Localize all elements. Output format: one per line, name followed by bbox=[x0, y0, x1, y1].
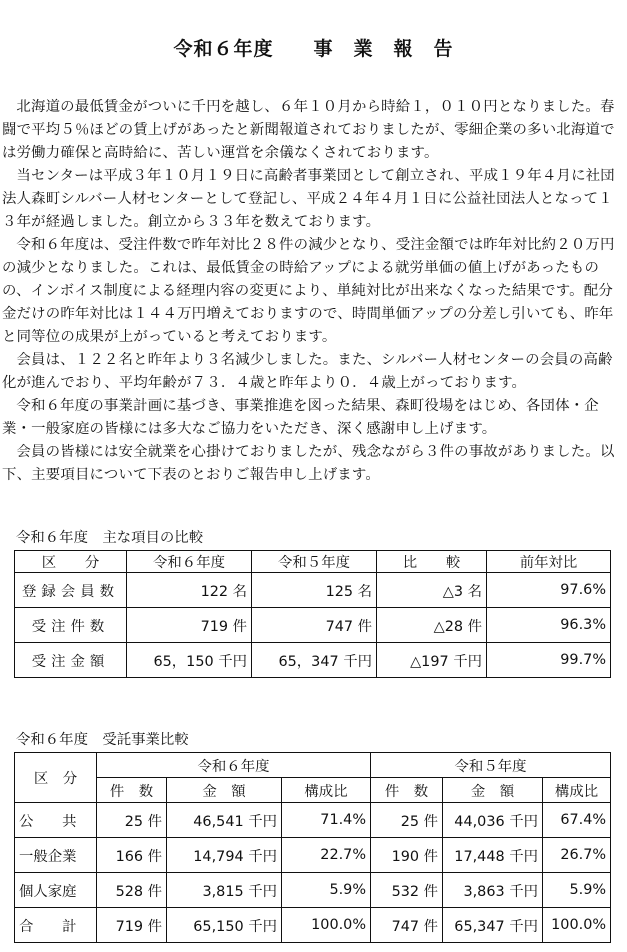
cell-value: 747 件 bbox=[252, 608, 377, 643]
table-header-row bbox=[15, 551, 611, 573]
cell-value: 5.9% bbox=[282, 873, 371, 908]
cell-value: 26.7% bbox=[543, 838, 611, 873]
row-label: 合 計 bbox=[15, 908, 97, 943]
contract-business-comparison-table bbox=[14, 752, 611, 943]
row-label: 受注件数 bbox=[15, 608, 127, 643]
cell-value: 99.7% bbox=[487, 643, 611, 678]
table-row bbox=[15, 873, 611, 908]
report-title: 令和６年度 事 業 報 告 bbox=[173, 38, 454, 60]
table-row bbox=[15, 803, 611, 838]
cell-value: 65，150 千円 bbox=[127, 643, 252, 678]
cell-value: 5.9% bbox=[543, 873, 611, 908]
paragraph: 令和６年度は、受注件数で昨年対比２８件の減少となり、受注金額では昨年対比約２０万円の減少となりました。これは、最低賃金の時給アップによる就労単価の値上げがあったものの、インボイス制度による経理内容の変更により、単純対比が出来なくなった結果です。配分金だけの昨年対比は１４４万円増えておりますので、時間単価アップの分差し引いても、昨年と同等位の成果が上がっていると考えております。 bbox=[2, 237, 615, 345]
paragraph: 北海道の最低賃金がついに千円を越し、６年１０月から時給１，０１０円となりました。春闘で平均５％ほどの賃上げがあったと新聞報道されておりましたが、零細企業の多い北海道では労働力確保と高時給に、苦しい運営を余儀なくされております。 bbox=[2, 99, 615, 161]
table-row bbox=[15, 908, 611, 943]
cell-value: 528 件 bbox=[97, 873, 167, 908]
table-group-header-row bbox=[15, 753, 611, 778]
report-body bbox=[2, 96, 624, 487]
cell-value: 44,036 千円 bbox=[443, 803, 543, 838]
subheader-cell: 金 額 bbox=[167, 778, 282, 803]
header-cell: 比 較 bbox=[377, 551, 487, 573]
cell-value: 22.7% bbox=[282, 838, 371, 873]
subheader-cell: 件 数 bbox=[371, 778, 443, 803]
table2-caption: 令和６年度 受託事業比較 bbox=[16, 732, 189, 748]
cell-value: 719 件 bbox=[97, 908, 167, 943]
cell-value: 67.4% bbox=[543, 803, 611, 838]
subheader-cell: 金 額 bbox=[443, 778, 543, 803]
cell-value: 3,815 千円 bbox=[167, 873, 282, 908]
cell-value: 122 名 bbox=[127, 573, 252, 608]
cell-value: 190 件 bbox=[371, 838, 443, 873]
header-cell: 区 分 bbox=[15, 551, 127, 573]
table-row bbox=[15, 573, 611, 608]
cell-value: 96.3% bbox=[487, 608, 611, 643]
main-items-comparison-table bbox=[14, 550, 611, 678]
cell-value: △3 名 bbox=[377, 573, 487, 608]
table-row bbox=[15, 608, 611, 643]
table-subheader-row bbox=[15, 778, 611, 803]
cell-value: 17,448 千円 bbox=[443, 838, 543, 873]
row-label: 受注金額 bbox=[15, 643, 127, 678]
cell-value: △197 千円 bbox=[377, 643, 487, 678]
cell-value: 166 件 bbox=[97, 838, 167, 873]
header-cell: 令和６年度 bbox=[127, 551, 252, 573]
cell-value: 125 名 bbox=[252, 573, 377, 608]
cell-value: 25 件 bbox=[371, 803, 443, 838]
cell-value: 25 件 bbox=[97, 803, 167, 838]
header-cell: 令和５年度 bbox=[252, 551, 377, 573]
cell-value: 100.0% bbox=[543, 908, 611, 943]
paragraph: 当センターは平成３年１０月１９日に高齢者事業団として創立され、平成１９年４月に社団法人森町シルバー人材センターとして登記し、平成２４年４月１日に公益社団法人となって１３年が経過しました。創立から３３年を数えております。 bbox=[2, 168, 615, 230]
table-row bbox=[15, 643, 611, 678]
row-label: 登録会員数 bbox=[15, 573, 127, 608]
cell-value: 532 件 bbox=[371, 873, 443, 908]
row-label: 公 共 bbox=[15, 803, 97, 838]
header-cell: 前年対比 bbox=[487, 551, 611, 573]
cell-value: 747 件 bbox=[371, 908, 443, 943]
row-label: 一般企業 bbox=[15, 838, 97, 873]
paragraph: 令和６年度の事業計画に基づき、事業推進を図った結果、森町役場をはじめ、各団体・企業・一般家庭の皆様には多大なご協力をいただき、深く感謝申し上げます。 bbox=[2, 398, 599, 437]
cell-value: △28 件 bbox=[377, 608, 487, 643]
subheader-cell: 構成比 bbox=[543, 778, 611, 803]
cell-value: 100.0% bbox=[282, 908, 371, 943]
paragraph: 会員の皆様には安全就業を心掛けておりましたが、残念ながら３件の事故がありました。以下、主要項目について下表のとおりご報告申し上げます。 bbox=[2, 444, 615, 483]
cell-value: 71.4% bbox=[282, 803, 371, 838]
table1-caption: 令和６年度 主な項目の比較 bbox=[16, 530, 204, 546]
cell-value: 46,541 千円 bbox=[167, 803, 282, 838]
cell-value: 65,150 千円 bbox=[167, 908, 282, 943]
cell-value: 719 件 bbox=[127, 608, 252, 643]
group-header-r6: 令和６年度 bbox=[97, 753, 371, 778]
cell-value: 3,863 千円 bbox=[443, 873, 543, 908]
table-row bbox=[15, 838, 611, 873]
cell-value: 65，347 千円 bbox=[252, 643, 377, 678]
subheader-cell: 件 数 bbox=[97, 778, 167, 803]
subheader-cell: 構成比 bbox=[282, 778, 371, 803]
cell-value: 97.6% bbox=[487, 573, 611, 608]
row-label: 個人家庭 bbox=[15, 873, 97, 908]
cell-value: 65,347 千円 bbox=[443, 908, 543, 943]
group-header-r5: 令和５年度 bbox=[371, 753, 611, 778]
cell-value: 14,794 千円 bbox=[167, 838, 282, 873]
paragraph: 会員は、１２２名と昨年より３名減少しました。また、シルバー人材センターの会員の高齢化が進んでおり、平均年齢が７３．４歳と昨年より０．４歳上がっております。 bbox=[2, 352, 613, 391]
corner-header: 区 分 bbox=[15, 753, 97, 803]
